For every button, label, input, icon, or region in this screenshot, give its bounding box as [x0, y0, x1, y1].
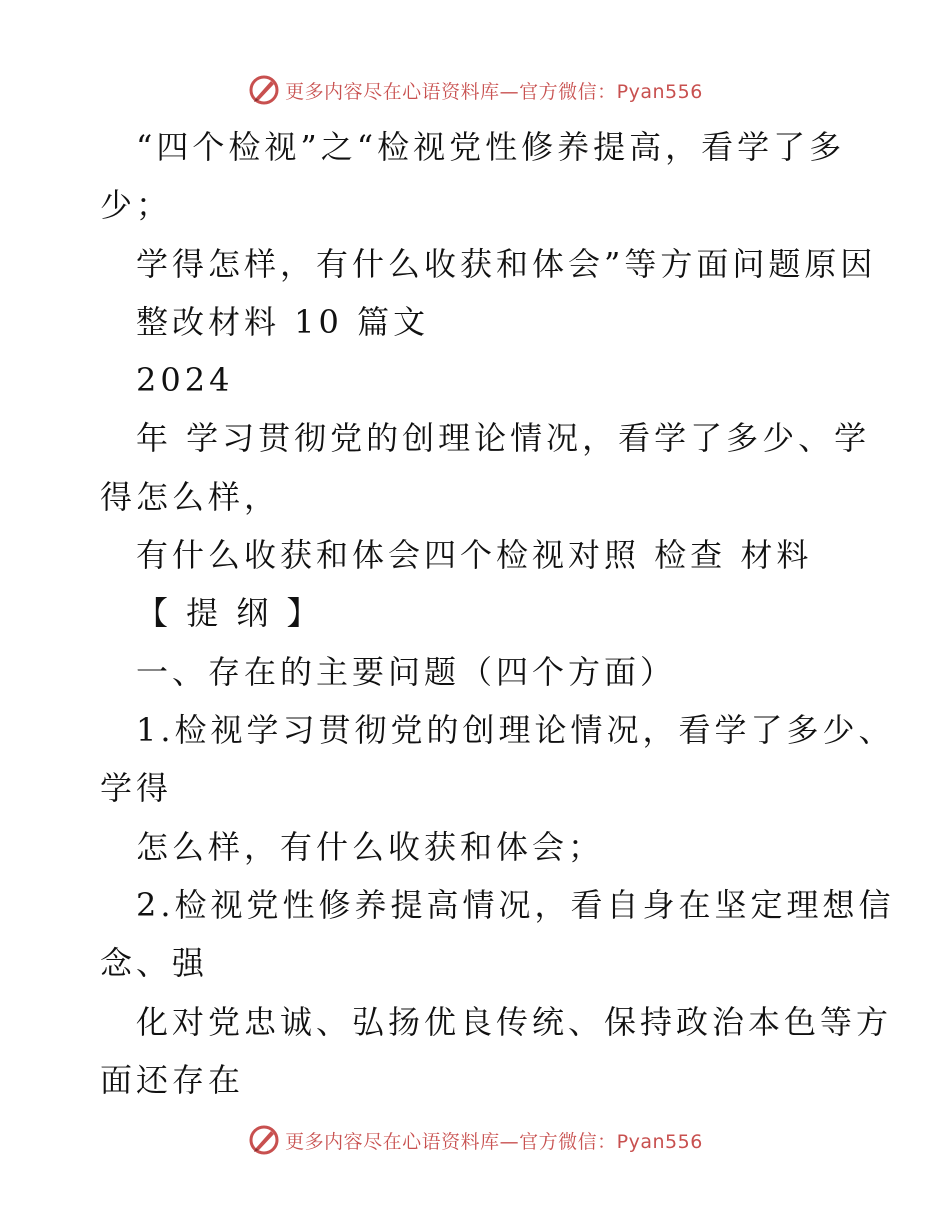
- doc-line: 2024: [136, 361, 234, 399]
- doc-line: 学得怎样，有什么收获和体会”等方面问题原因: [136, 245, 877, 283]
- doc-line: 面还存在: [100, 1061, 245, 1099]
- doc-line: 1.检视学习贯彻党的创理论情况，看学了多少、: [136, 711, 895, 749]
- doc-line: 化对党忠诚、弘扬优良传统、保持政治本色等方: [136, 1003, 893, 1041]
- doc-line: 学得: [100, 769, 173, 807]
- doc-line: 2.检视党性修养提高情况，看自身在坚定理想信: [136, 886, 895, 924]
- doc-line: 整改材料 10 篇文: [136, 303, 430, 341]
- section-heading: 一、存在的主要问题（四个方面）: [136, 653, 677, 691]
- quill-pen-logo-icon: [247, 1123, 281, 1157]
- doc-line: 年 学习贯彻党的创理论情况，看学了多少、学: [136, 419, 871, 457]
- doc-line: 怎么样，有什么收获和体会；: [136, 828, 605, 866]
- doc-line: 少；: [100, 186, 173, 224]
- footer-watermark-text: 更多内容尽在心语资料库—官方微信：Pyan556: [285, 1130, 703, 1153]
- doc-line: 有什么收获和体会四个检视对照 检查 材料: [136, 536, 813, 574]
- footer-watermark-banner: [0, 1120, 950, 1160]
- doc-line: “四个检视”之“检视党性修养提高，看学了多: [136, 128, 846, 166]
- header-watermark-text: 更多内容尽在心语资料库—官方微信：Pyan556: [285, 80, 703, 103]
- outline-heading: 【 提 纲 】: [136, 594, 323, 632]
- doc-line: 念、强: [100, 944, 209, 982]
- doc-line: 得怎么样，: [100, 478, 281, 516]
